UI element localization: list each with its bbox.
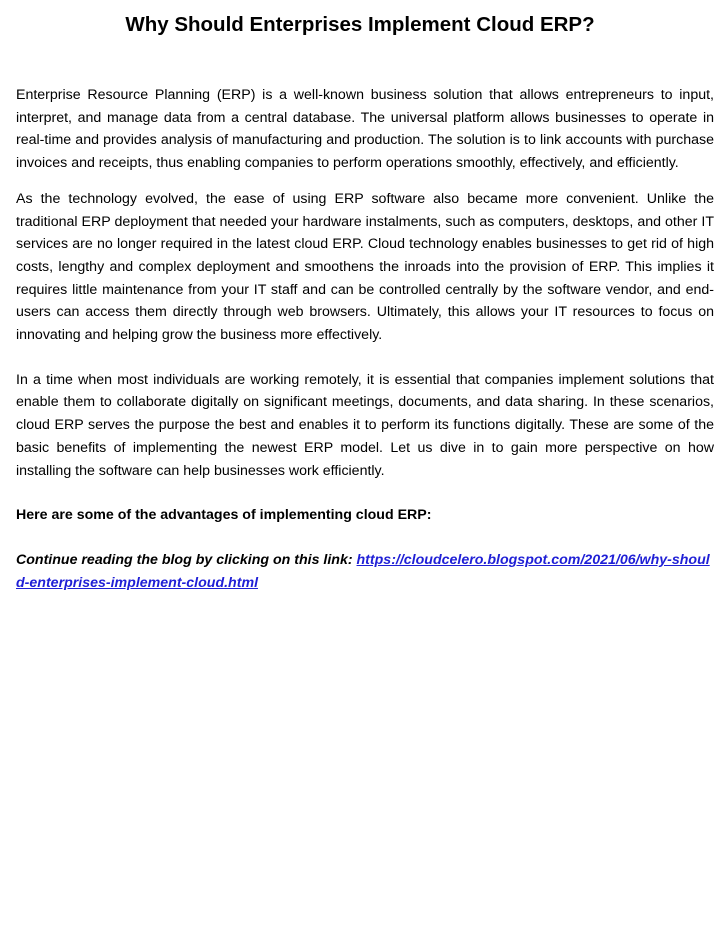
paragraph-intro: Enterprise Resource Planning (ERP) is a well-known business solution that allows entrepreneurs to input, interpret, and manage data from a central database. The universal platform allows businesses to operate in real-time and provides analysis of manufacturing and production. The solution is to link accounts with purchase invoices and receipts, thus enabling companies to perform operations smoothly, effectively, and efficiently. <box>16 87 714 172</box>
continue-reading <box>16 549 714 594</box>
blog-link[interactable]: https://cloudcelero.blogspot.com/2021/06/why-should-enterprises-implement-cloud.html <box>16 551 710 591</box>
paragraph-remote-work: In a time when most individuals are working remotely, it is essential that companies implement solutions that enable them to collaborate digitally on significant meetings, documents, and data sharing. In these scenarios, cloud ERP serves the purpose the best and enables it to perform its functions digitally. These are some of the basic benefits of implementing the newest ERP model. Let us dive in to gain more perspective on how installing the software can help businesses work efficiently. <box>16 371 714 479</box>
paragraph-technology: As the technology evolved, the ease of using ERP software also became more convenient. Unlike the traditional ERP deployment that needed your hardware instalments, such as computers, desktops, and other IT services are no longer required in the latest cloud ERP. Cloud technology enables businesses to get rid of high costs, lengthy and complex deployment and smoothens the inroads into the provision of ERP. This implies it requires little maintenance from your IT staff and can be controlled centrally by the software vendor, and end-users can access them directly through web browsers. Ultimately, this allows your IT resources to focus on innovating and helping grow the business more effectively. <box>16 190 714 344</box>
continue-reading-text: Continue reading the blog by clicking on this link: <box>16 551 357 568</box>
page-title: Why Should Enterprises Implement Cloud ERP? <box>125 13 595 36</box>
advantages-heading: Here are some of the advantages of implementing cloud ERP: <box>16 507 432 524</box>
